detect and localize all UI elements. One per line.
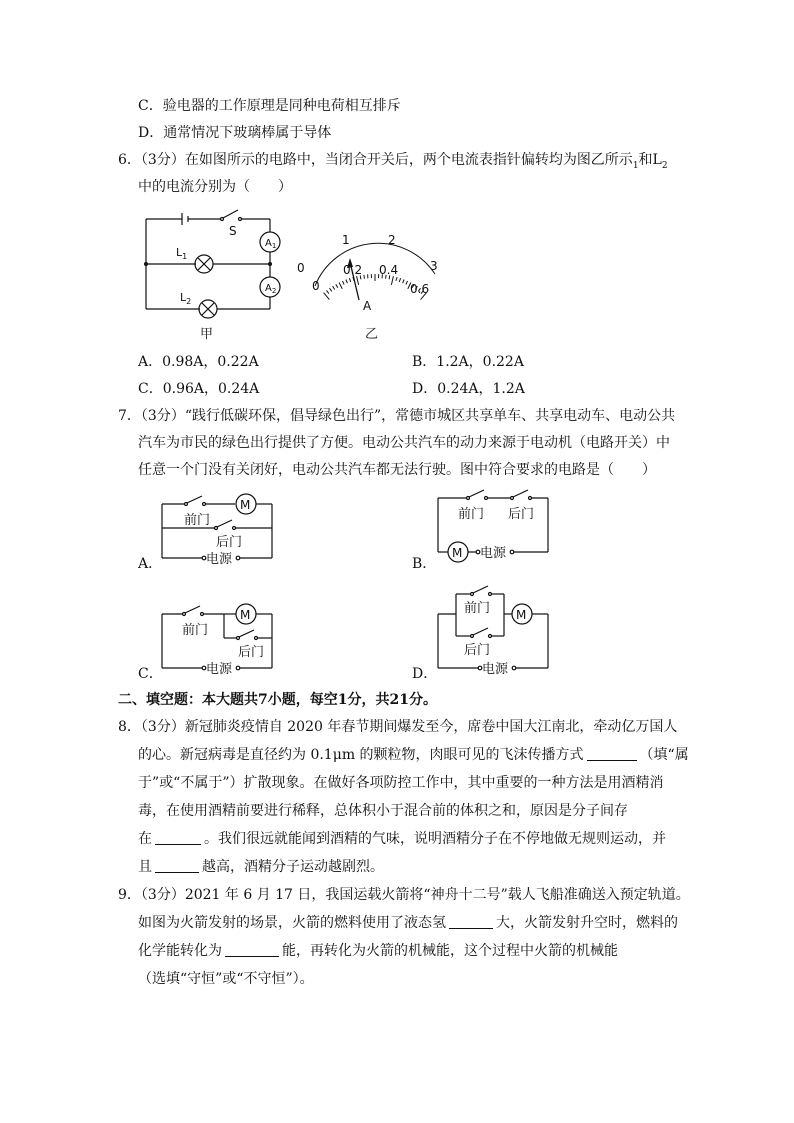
q7-option-a-letter: A．	[138, 556, 163, 572]
dial-tick	[349, 278, 350, 282]
dial-inner-2: 0.4	[379, 263, 399, 277]
q8-line5-end: 。我们很远就能闻到酒精的气味，说明酒精分子在不停地做无规则运动，并	[204, 831, 666, 847]
dial-tick	[339, 283, 342, 289]
q8-blank-2[interactable]	[155, 830, 201, 845]
q6-circuit-diagram	[140, 207, 290, 342]
power-label: 电源	[480, 546, 507, 561]
dial-tick	[399, 278, 400, 282]
q9-blank-1[interactable]	[449, 914, 493, 929]
q8-line2	[138, 746, 689, 764]
power-label: 电源	[206, 662, 233, 677]
dial-tick	[403, 280, 405, 284]
dial-tick	[396, 277, 397, 281]
dial-pointer-label: A	[363, 299, 372, 313]
q7-option-c-circuit	[158, 596, 283, 676]
q8-line2-start: 的心。新冠病毒是直径约为 0.1μm 的颗粒物，肉眼可见的飞沫传播方式	[138, 747, 584, 763]
q9-line1: 9．（3分）2021 年 6 月 17 日，我国运载火箭将“神舟十二号”载人飞船准确送入预定轨道。	[118, 887, 690, 903]
motor-label: M	[452, 546, 463, 560]
q7-option-d-circuit	[434, 588, 559, 677]
power-label: 电源	[482, 662, 509, 677]
q7-option-d-letter: D．	[412, 666, 438, 682]
q8-line6-end: 越高，酒精分子运动越剧烈。	[202, 859, 384, 875]
q6-option-b: B．1.2A，0.22A	[412, 354, 524, 370]
q8-line1: 8．（3分）新冠肺炎疫情自 2020 年春节期间爆发至今，席卷中国大江南北，牵动亿万国人	[118, 719, 678, 735]
front-door-label: 前门	[464, 601, 491, 616]
q6-stem-text: 6．（3分）在如图所示的电路中，当闭合开关后，两个电流表指针偏转均为图乙所示	[118, 152, 633, 168]
q8-line4: 毒，在使用酒精前要进行稀释，总体积小于混合前的体积之和，原因是分子间存	[138, 803, 628, 819]
figure-jia-caption: 甲	[200, 327, 214, 342]
front-door-label: 前门	[184, 513, 211, 528]
dial-inner-0: 0	[312, 279, 320, 293]
motor-label: M	[516, 608, 527, 622]
dial-tick	[357, 276, 359, 285]
q7-option-b-circuit	[434, 490, 554, 560]
q6-sub-1: 1	[632, 160, 639, 171]
dial-tick	[333, 286, 335, 289]
ammeter-a1-label: $A_1$	[265, 238, 277, 250]
back-door-label: 后门	[508, 507, 535, 522]
q7-stem-line1: 7．（3分）“践行低碳环保，倡导绿色出行”，常德市城区共享单车、共享电动车、电动公共	[118, 408, 676, 424]
q9-line4: （选填“守恒”或“不守恒”）。	[138, 971, 314, 987]
q8-blank-3[interactable]	[155, 858, 199, 873]
dial-inner-1: 0.2	[343, 263, 363, 277]
q7-option-c-letter: C．	[138, 666, 163, 682]
ammeter-a2-label: $A_2$	[265, 283, 277, 295]
motor-label: M	[240, 608, 251, 622]
back-door-label: 后门	[238, 645, 265, 660]
q8-line3: 于”或“不属于”）扩散现象。在做好各项防控工作中，其中重要的一种方法是用酒精消	[138, 775, 664, 791]
q6-option-d: D．0.24A，1.2A	[412, 381, 525, 397]
dial-tick	[343, 281, 345, 285]
dial-outer-0: 0	[297, 261, 305, 275]
q7-stem-line2: 汽车为市民的绿色出行提供了方便。电动公共汽车的动力来源于电动机（电路开关）中	[138, 435, 670, 451]
dial-tick	[406, 281, 408, 285]
q7-option-a-circuit	[158, 490, 278, 575]
dial-tick	[391, 276, 393, 285]
q7-stem-line3: 任意一个门没有关闭好，电动公共汽车都无法行驶。图中符合要求的电路是（ ）	[138, 462, 656, 478]
dial-tick	[336, 284, 338, 287]
q9-line3-end: 能，再转化为火箭的机械能，这个过程中火箭的机械能	[282, 943, 618, 959]
dial-tick	[327, 290, 329, 293]
section-2-heading: 二、填空题：本大题共7小题，每空1分，共21分。	[118, 692, 437, 708]
q9-line3	[138, 942, 618, 960]
dial-tick	[330, 288, 332, 291]
q6-stem-line1	[118, 151, 668, 175]
q6-stem-tail: 和L	[638, 152, 662, 168]
q9-blank-2[interactable]	[225, 942, 279, 957]
front-door-label: 前门	[458, 507, 485, 522]
q8-line5-start: 在	[138, 831, 152, 847]
q9-line2-start: 如图为火箭发射的场景，火箭的燃料使用了液态氢	[138, 915, 446, 931]
q8-line2-end: （填“属	[639, 747, 689, 763]
q8-line6-start: 且	[138, 859, 152, 875]
back-door-label: 后门	[216, 535, 243, 550]
motor-label: M	[240, 498, 251, 512]
dial-outer-2: 2	[388, 233, 396, 247]
dial-tick	[346, 280, 348, 284]
q6-ammeter-dial	[295, 228, 445, 343]
q9-line2	[138, 914, 678, 932]
q5-option-c: C．验电器的工作原理是同种电荷相互排斥	[138, 98, 401, 114]
q8-blank-1[interactable]	[587, 746, 637, 761]
q9-line3-start: 化学能转化为	[138, 943, 222, 959]
lamp-l2-label: $L_2$	[180, 291, 192, 306]
figure-yi-caption: 乙	[365, 327, 379, 342]
dial-outer-1: 1	[342, 233, 350, 247]
q6-option-a: A．0.98A，0.22A	[138, 354, 259, 370]
dial-tick	[364, 275, 365, 279]
q7-option-b-letter: B．	[412, 556, 437, 572]
q6-stem-line2: 中的电流分别为（ ）	[138, 179, 292, 195]
q6-sub-2: 2	[661, 160, 668, 171]
lamp-l1-label: $L_1$	[176, 246, 188, 261]
front-door-label: 前门	[182, 623, 209, 638]
q8-line5	[138, 830, 666, 848]
dial-outer-3: 3	[430, 259, 438, 273]
switch-label: S	[229, 224, 237, 238]
dial-inner-3: 0.6	[410, 282, 430, 296]
q5-option-d: D．通常情况下玻璃棒属于导体	[138, 125, 332, 141]
q8-line6	[138, 858, 384, 876]
q6-option-c: C．0.96A，0.24A	[138, 381, 260, 397]
q9-line2-end: 大，火箭发射升空时，燃料的	[496, 915, 678, 931]
power-label: 电源	[206, 552, 233, 567]
back-door-label: 后门	[464, 643, 491, 658]
